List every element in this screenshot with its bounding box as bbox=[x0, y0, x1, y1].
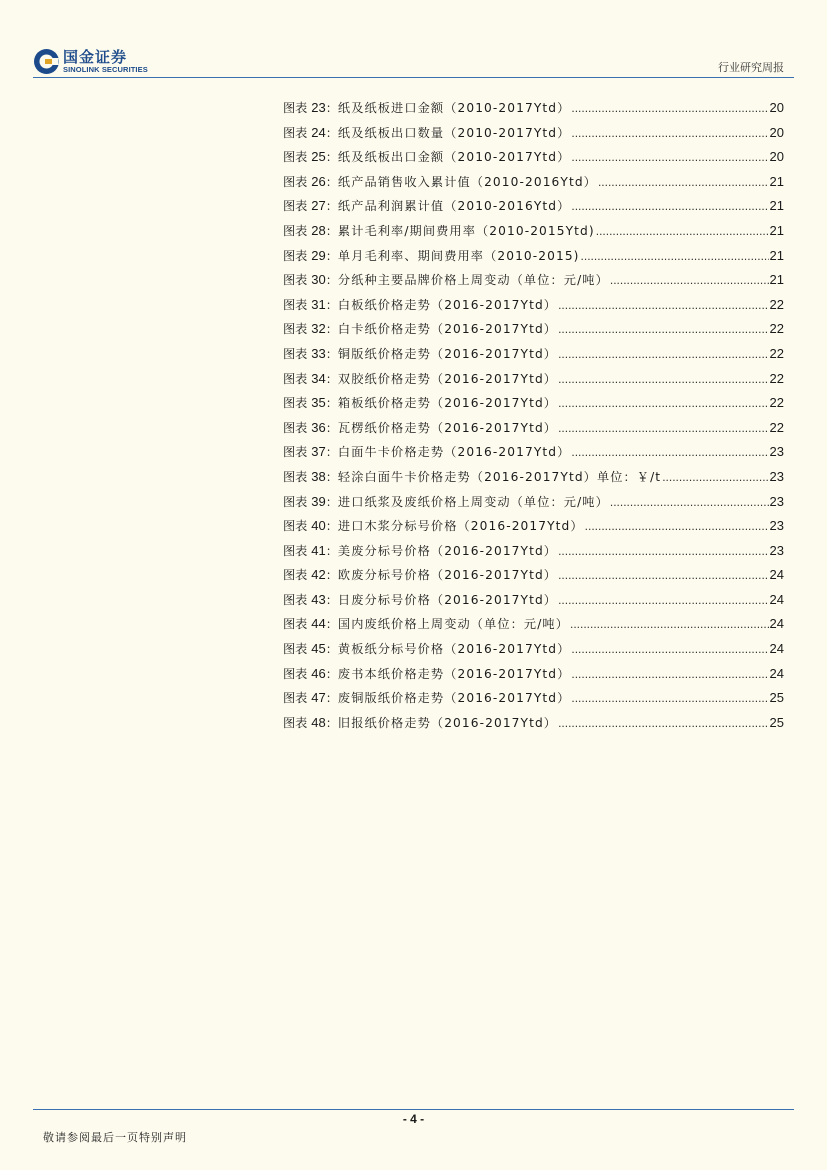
toc-page-number: 22 bbox=[769, 395, 784, 411]
toc-page-number: 21 bbox=[769, 173, 784, 189]
toc-figure-number: 46 bbox=[311, 665, 326, 681]
toc-page-number: 21 bbox=[769, 198, 784, 214]
toc-figure-word: 图表 bbox=[283, 297, 308, 312]
toc-figure-label: 图表 37： bbox=[283, 444, 338, 460]
toc-leader-dots bbox=[570, 617, 769, 631]
toc-entry-title: 白卡纸价格走势（2016-2017Ytd） bbox=[337, 322, 558, 337]
toc-figure-word: 图表 bbox=[283, 617, 308, 632]
toc-entry[interactable] bbox=[283, 222, 784, 247]
toc-figure-number: 32 bbox=[311, 321, 326, 337]
toc-entry[interactable] bbox=[283, 542, 784, 567]
toc-page-number: 23 bbox=[769, 518, 784, 534]
disclaimer-note: 敬请参阅最后一页特别声明 bbox=[43, 1131, 187, 1144]
toc-figure-number: 23 bbox=[311, 100, 326, 115]
toc-leader-dots bbox=[610, 273, 769, 287]
toc-entry-title: 进口木浆分标号价格（2016-2017Ytd） bbox=[337, 519, 584, 534]
toc-figure-label: 图表 27： bbox=[283, 198, 338, 214]
toc-page-number: 24 bbox=[769, 591, 784, 607]
toc-figure-word: 图表 bbox=[283, 396, 308, 411]
toc-entry[interactable] bbox=[283, 173, 784, 198]
toc-leader-dots bbox=[596, 224, 769, 238]
toc-figure-word: 图表 bbox=[283, 371, 308, 386]
toc-entry-title: 纸产品销售收入累计值（2010-2016Ytd） bbox=[337, 174, 597, 189]
toc-figure-number: 39 bbox=[311, 493, 326, 509]
toc-entry[interactable] bbox=[283, 124, 784, 149]
toc-figure-word: 图表 bbox=[283, 273, 308, 288]
toc-entry-title: 纸及纸板出口数量（2010-2017Ytd） bbox=[337, 125, 571, 140]
toc-leader-dots bbox=[558, 322, 768, 336]
toc-entry[interactable] bbox=[283, 271, 784, 296]
toc-entry-title: 日废分标号价格（2016-2017Ytd） bbox=[337, 592, 558, 607]
toc-entry-title: 废铜版纸价格走势（2016-2017Ytd） bbox=[337, 691, 571, 706]
toc-figure-number: 27 bbox=[311, 198, 326, 214]
toc-figure-word: 图表 bbox=[283, 445, 308, 460]
toc-entry-title: 国内废纸价格上周变动（单位：元/吨） bbox=[337, 617, 569, 632]
toc-entry[interactable] bbox=[283, 493, 784, 518]
toc-entry[interactable] bbox=[283, 665, 784, 690]
toc-entry[interactable] bbox=[283, 99, 784, 124]
toc-entry-title: 分纸种主要品牌价格上周变动（单位：元/吨） bbox=[337, 273, 609, 288]
toc-page-number: 23 bbox=[769, 468, 784, 484]
toc-leader-dots bbox=[571, 199, 768, 213]
toc-figure-word: 图表 bbox=[283, 691, 308, 706]
toc-entry-title: 废书本纸价格走势（2016-2017Ytd） bbox=[337, 666, 571, 681]
toc-figure-number: 45 bbox=[311, 641, 326, 657]
toc-entry-title: 轻涂白面牛卡价格走势（2016-2017Ytd）单位：￥/t bbox=[337, 469, 662, 484]
page-header bbox=[0, 0, 827, 82]
toc-leader-dots bbox=[558, 298, 768, 312]
toc-page-number: 25 bbox=[769, 714, 784, 730]
toc-figure-number: 24 bbox=[311, 124, 326, 140]
toc-figure-label: 图表 41： bbox=[283, 542, 338, 558]
toc-figure-word: 图表 bbox=[283, 174, 308, 189]
toc-figure-number: 33 bbox=[311, 345, 326, 361]
toc-page-number: 23 bbox=[769, 542, 784, 558]
toc-figure-label: 图表 35： bbox=[283, 395, 338, 411]
toc-figure-word: 图表 bbox=[283, 199, 308, 214]
toc-figure-word: 图表 bbox=[283, 519, 308, 534]
toc-figure-label: 图表 44： bbox=[283, 616, 338, 632]
toc-page-number: 24 bbox=[769, 567, 784, 583]
toc-entry-title: 纸及纸板出口金额（2010-2017Ytd） bbox=[337, 150, 571, 165]
toc-page-number: 21 bbox=[769, 272, 784, 288]
toc-figure-word: 图表 bbox=[283, 494, 308, 509]
toc-leader-dots bbox=[571, 445, 768, 459]
toc-figure-number: 35 bbox=[311, 395, 326, 411]
toc-entry[interactable] bbox=[283, 714, 784, 739]
toc-leader-dots bbox=[598, 175, 769, 189]
toc-leader-dots bbox=[558, 716, 768, 730]
toc-figure-word: 图表 bbox=[283, 592, 308, 607]
toc-figure-word: 图表 bbox=[283, 125, 308, 140]
toc-figure-label: 图表 29： bbox=[283, 247, 338, 263]
toc-leader-dots bbox=[571, 101, 768, 115]
toc-page-number: 24 bbox=[769, 616, 784, 632]
toc-leader-dots bbox=[558, 568, 768, 582]
toc-page-number: 21 bbox=[769, 222, 784, 238]
toc-figure-word: 图表 bbox=[283, 346, 308, 361]
toc-entry[interactable] bbox=[283, 615, 784, 640]
toc-entry[interactable] bbox=[283, 468, 784, 493]
toc-leader-dots bbox=[558, 347, 768, 361]
toc-entry-title: 黄板纸分标号价格（2016-2017Ytd） bbox=[337, 642, 571, 657]
toc-entry-title: 单月毛利率、期间费用率（2010-2015) bbox=[337, 248, 580, 263]
toc-entry-title: 纸产品利润累计值（2010-2016Ytd） bbox=[337, 199, 571, 214]
toc-page-number: 22 bbox=[769, 419, 784, 435]
toc-figure-word: 图表 bbox=[283, 642, 308, 657]
sinolink-logo-icon bbox=[33, 48, 60, 75]
toc-page-number: 23 bbox=[769, 493, 784, 509]
toc-figure-label: 图表 39： bbox=[283, 493, 338, 509]
toc-figure-label: 图表 43： bbox=[283, 591, 338, 607]
toc-entry-title: 旧报纸价格走势（2016-2017Ytd） bbox=[337, 715, 558, 730]
toc-entry-title: 箱板纸价格走势（2016-2017Ytd） bbox=[337, 396, 558, 411]
toc-entry-title: 瓦楞纸价格走势（2016-2017Ytd） bbox=[337, 420, 558, 435]
toc-entry-title: 双胶纸价格走势（2016-2017Ytd） bbox=[337, 371, 558, 386]
company-logo bbox=[33, 47, 163, 77]
toc-entry-title: 白板纸价格走势（2016-2017Ytd） bbox=[337, 297, 558, 312]
toc-leader-dots bbox=[581, 249, 769, 263]
toc-figure-number: 36 bbox=[311, 419, 326, 435]
toc-entry[interactable] bbox=[283, 148, 784, 173]
toc-figure-label: 图表 33： bbox=[283, 345, 338, 361]
toc-entry-title: 纸及纸板进口金额（2010-2017Ytd） bbox=[337, 101, 571, 115]
toc-figure-word: 图表 bbox=[283, 666, 308, 681]
toc-figure-word: 图表 bbox=[283, 223, 308, 238]
toc-page-number: 20 bbox=[769, 100, 784, 115]
toc-figure-label: 图表 32： bbox=[283, 321, 338, 337]
toc-leader-dots bbox=[558, 396, 768, 410]
toc-entry[interactable] bbox=[283, 247, 784, 272]
toc-figure-number: 44 bbox=[311, 616, 326, 632]
toc-entry[interactable] bbox=[283, 296, 784, 321]
toc-entry-title: 累计毛利率/期间费用率（2010-2015Ytd) bbox=[337, 223, 595, 238]
toc-figure-word: 图表 bbox=[283, 248, 308, 263]
toc-leader-dots bbox=[571, 667, 768, 681]
toc-entry[interactable] bbox=[283, 443, 784, 468]
toc-figure-label: 图表 34： bbox=[283, 370, 338, 386]
toc-figure-word: 图表 bbox=[283, 101, 308, 115]
toc-figure-label: 图表 46： bbox=[283, 665, 338, 681]
toc-figure-word: 图表 bbox=[283, 420, 308, 435]
toc-page-number: 22 bbox=[769, 345, 784, 361]
toc-figure-label: 图表 48： bbox=[283, 714, 338, 730]
toc-page-number: 20 bbox=[769, 124, 784, 140]
toc-leader-dots bbox=[558, 593, 768, 607]
toc-figure-number: 43 bbox=[311, 591, 326, 607]
footer-divider bbox=[33, 1109, 794, 1110]
toc-figure-number: 25 bbox=[311, 149, 326, 165]
page-number: - 4 - bbox=[402, 1112, 425, 1126]
toc-figure-label: 图表 36： bbox=[283, 419, 338, 435]
toc-leader-dots bbox=[558, 421, 768, 435]
toc-leader-dots bbox=[558, 544, 768, 558]
toc-figure-label: 图表 25： bbox=[283, 149, 338, 165]
header-divider bbox=[33, 77, 794, 78]
toc-figure-number: 48 bbox=[311, 714, 326, 730]
toc-leader-dots bbox=[558, 372, 768, 386]
toc-figure-number: 29 bbox=[311, 247, 326, 263]
toc-figure-label: 图表 26： bbox=[283, 173, 338, 189]
toc-page-number: 20 bbox=[769, 149, 784, 165]
toc-page-number: 23 bbox=[769, 444, 784, 460]
toc-entry[interactable] bbox=[283, 689, 784, 714]
toc-entry[interactable] bbox=[283, 320, 784, 345]
toc-figure-label: 图表 45： bbox=[283, 641, 338, 657]
toc-page-number: 24 bbox=[769, 665, 784, 681]
toc-figure-number: 31 bbox=[311, 296, 326, 312]
toc-figure-label: 图表 40： bbox=[283, 518, 338, 534]
toc-figure-label: 图表 42： bbox=[283, 567, 338, 583]
toc-leader-dots bbox=[571, 126, 768, 140]
toc-figure-word: 图表 bbox=[283, 568, 308, 583]
toc-figure-label: 图表 31： bbox=[283, 296, 338, 312]
toc-page-number: 22 bbox=[769, 296, 784, 312]
toc-entry[interactable] bbox=[283, 566, 784, 591]
toc-entry[interactable] bbox=[283, 345, 784, 370]
toc-figure-word: 图表 bbox=[283, 469, 308, 484]
toc-figure-number: 47 bbox=[311, 690, 326, 706]
toc-entry-title: 白面牛卡价格走势（2016-2017Ytd） bbox=[337, 445, 571, 460]
toc-entry-title: 进口纸浆及废纸价格上周变动（单位：元/吨） bbox=[337, 494, 609, 509]
toc-figure-word: 图表 bbox=[283, 150, 308, 165]
toc-figure-word: 图表 bbox=[283, 543, 308, 558]
toc-figure-number: 38 bbox=[311, 468, 326, 484]
toc-page-number: 24 bbox=[769, 641, 784, 657]
toc-page-number: 22 bbox=[769, 321, 784, 337]
toc-entry[interactable] bbox=[283, 640, 784, 665]
toc-figure-label: 图表 24： bbox=[283, 124, 338, 140]
toc-entry-title: 美废分标号价格（2016-2017Ytd） bbox=[337, 543, 558, 558]
toc-figure-number: 30 bbox=[311, 272, 326, 288]
toc-page-number: 22 bbox=[769, 370, 784, 386]
toc-entry[interactable] bbox=[283, 419, 784, 444]
toc-figure-number: 42 bbox=[311, 567, 326, 583]
toc-page-number: 25 bbox=[769, 690, 784, 706]
toc-leader-dots bbox=[585, 519, 769, 533]
toc-figure-number: 37 bbox=[311, 444, 326, 460]
toc-figure-word: 图表 bbox=[283, 322, 308, 337]
toc-entry[interactable] bbox=[283, 591, 784, 616]
logo-english-name: SINOLINK SECURITIES bbox=[63, 65, 148, 74]
toc-figure-label: 图表 23： bbox=[283, 100, 338, 115]
toc-figure-number: 41 bbox=[311, 542, 326, 558]
report-type: 行业研究周报 bbox=[718, 61, 784, 74]
logo-chinese-name: 国金证券 bbox=[63, 48, 128, 66]
toc-figure-label: 图表 38： bbox=[283, 468, 338, 484]
toc-figure-number: 28 bbox=[311, 222, 326, 238]
toc-page-number: 21 bbox=[769, 247, 784, 263]
toc-figure-label: 图表 30： bbox=[283, 272, 338, 288]
toc-entry-title: 欧废分标号价格（2016-2017Ytd） bbox=[337, 568, 558, 583]
toc-entry[interactable] bbox=[283, 394, 784, 419]
table-of-figures bbox=[283, 99, 784, 738]
toc-entry[interactable] bbox=[283, 370, 784, 395]
toc-figure-label: 图表 47： bbox=[283, 690, 338, 706]
toc-leader-dots bbox=[662, 470, 768, 484]
toc-leader-dots bbox=[571, 150, 768, 164]
toc-figure-number: 26 bbox=[311, 173, 326, 189]
toc-entry[interactable] bbox=[283, 197, 784, 222]
toc-figure-label: 图表 28： bbox=[283, 222, 338, 238]
toc-figure-word: 图表 bbox=[283, 715, 308, 730]
toc-entry-title: 铜版纸价格走势（2016-2017Ytd） bbox=[337, 346, 558, 361]
toc-leader-dots bbox=[610, 495, 769, 509]
toc-figure-number: 34 bbox=[311, 370, 326, 386]
toc-leader-dots bbox=[571, 691, 768, 705]
toc-figure-number: 40 bbox=[311, 518, 326, 534]
toc-leader-dots bbox=[571, 642, 768, 656]
toc-entry[interactable] bbox=[283, 517, 784, 542]
